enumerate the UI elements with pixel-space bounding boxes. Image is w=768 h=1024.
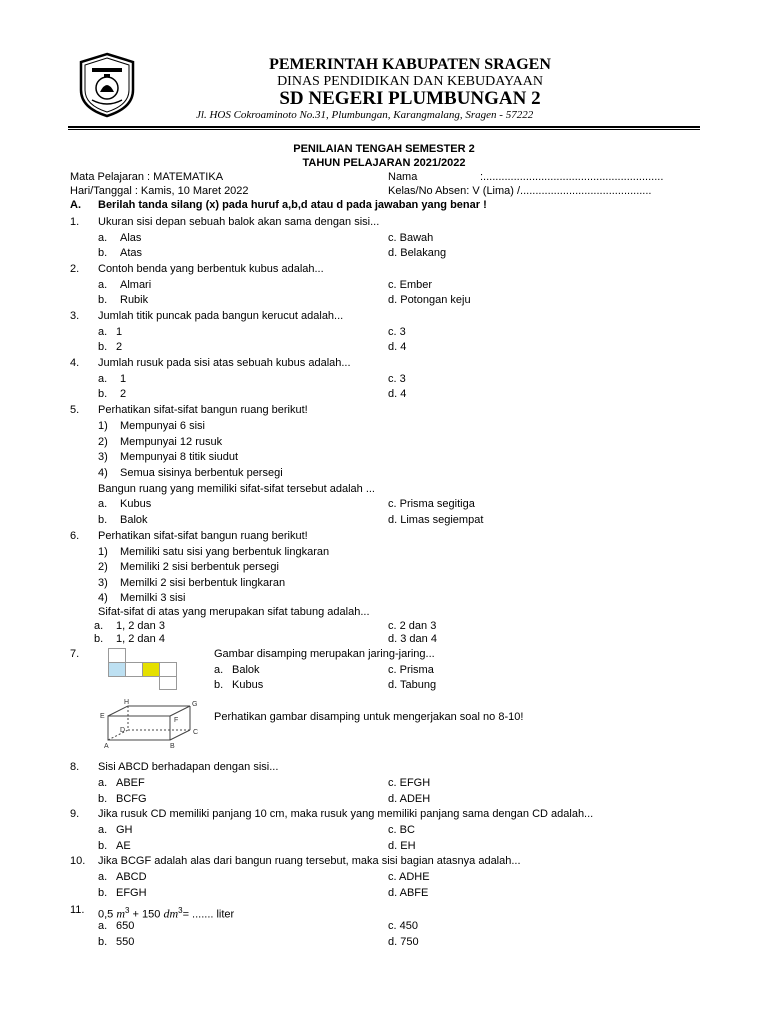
q3-text: Jumlah titik puncak pada bangun kerucut adalah... [98,310,344,322]
q6-a-letter: a. [94,620,104,632]
q6-n1: 1) [98,546,108,558]
vertex-c-label: C [193,729,199,736]
q5-n4: 4) [98,467,108,479]
q1-a-letter: a. [98,232,108,244]
q6-question: Sifat-sifat di atas yang merupakan sifat tabung adalah... [98,606,370,618]
q5-num: 5. [70,404,80,416]
q5-property-4: Semua sisinya berbentuk persegi [120,467,283,479]
q11-option-d[interactable]: d. 750 [388,936,419,948]
q1-text: Ukuran sisi depan sebuah balok akan sama dengan sisi... [98,216,380,228]
q5-n1: 1) [98,420,108,432]
q5-option-a[interactable]: Kubus [120,498,152,510]
q4-num: 4. [70,357,80,369]
q1-option-b[interactable]: Atas [120,247,143,259]
q1-b-letter: b. [98,247,108,259]
q2-option-c[interactable]: c. Ember [388,279,433,291]
q2-option-b[interactable]: Rubik [120,294,149,306]
q6-property-2: Memiliki 2 sisi berbentuk persegi [120,561,279,573]
q10-a-letter: a. [98,871,108,883]
q6-text: Perhatikan sifat-sifat bangun ruang berikut! [98,530,308,542]
vertex-d-label: D [120,727,126,734]
q9-text: Jika rusuk CD memiliki panjang 10 cm, maka rusuk yang memiliki panjang sama dengan CD adalah... [98,808,594,820]
q5-text: Perhatikan sifat-sifat bangun ruang berikut! [98,404,308,416]
q3-option-d[interactable]: d. 4 [388,341,407,353]
q11-option-a[interactable]: 650 [116,920,135,932]
name-field[interactable]: :........................................................... [480,171,664,183]
q3-b-letter: b. [98,341,108,353]
q6-num: 6. [70,530,80,542]
q5-option-c[interactable]: c. Prisma segitiga [388,498,475,510]
vertex-b-label: B [170,743,175,750]
q10-num: 10. [70,855,86,867]
q11-a-letter: a. [98,920,108,932]
q5-property-2: Mempunyai 12 rusuk [120,436,223,448]
q3-a-letter: a. [98,326,108,338]
q6-n2: 2) [98,561,108,573]
cuboid-figure [96,700,206,752]
header-school: SD NEGERI PLUMBUNGAN 2 [279,88,541,109]
q4-a-letter: a. [98,373,108,385]
q11-option-b[interactable]: 550 [116,936,135,948]
exam-title: PENILAIAN TENGAH SEMESTER 2 [293,143,475,155]
cube-net-figure [108,648,182,690]
q10-text: Jika BCGF adalah alas dari bangun ruang tersebut, maka sisi bagian atasnya adalah... [98,855,521,867]
q5-question: Bangun ruang yang memiliki sifat-sifat tersebut adalah ... [98,483,375,495]
q8-option-b[interactable]: BCFG [116,793,147,805]
q3-option-b[interactable]: 2 [116,341,123,353]
q2-text: Contoh benda yang berbentuk kubus adalah... [98,263,324,275]
vertex-e-label: E [100,713,105,720]
school-logo [78,52,136,118]
q8-text: Sisi ABCD berhadapan dengan sisi... [98,761,279,773]
q8-option-d[interactable]: d. ADEH [388,793,431,805]
q6-option-b[interactable]: 1, 2 dan 4 [116,633,165,645]
figure-instruction: Perhatikan gambar disamping untuk mengerjakan soal no 8-10! [214,711,524,723]
header-gov: PEMERINTAH KABUPATEN SRAGEN [269,56,551,73]
q6-property-1: Memiliki satu sisi yang berbentuk lingkaran [120,546,330,558]
q9-num: 9. [70,808,80,820]
q6-option-d[interactable]: d. 3 dan 4 [388,633,437,645]
q6-n3: 3) [98,577,108,589]
q6-property-3: Memilki 2 sisi berbentuk lingkaran [120,577,286,589]
vertex-a-label: A [104,743,109,750]
q6-n4: 4) [98,592,108,604]
q11-text: 0,5 $m^3 + 150$ $dm^3=$ ....... liter [98,906,235,921]
q2-a-letter: a. [98,279,108,291]
q7-b-letter: b. [214,679,224,691]
q2-num: 2. [70,263,80,275]
q2-option-d[interactable]: d. Potongan keju [388,294,471,306]
q7-option-c[interactable]: c. Prisma [388,664,434,676]
q7-option-d[interactable]: d. Tabung [388,679,437,691]
q9-option-d[interactable]: d. EH [388,840,416,852]
q4-b-letter: b. [98,388,108,400]
q10-option-c[interactable]: c. ADHE [388,871,430,883]
q10-b-letter: b. [98,887,108,899]
q5-option-b[interactable]: Balok [120,514,148,526]
q1-num: 1. [70,216,80,228]
q5-property-1: Mempunyai 6 sisi [120,420,205,432]
q9-b-letter: b. [98,840,108,852]
header-divider [68,126,700,128]
q1-option-c[interactable]: c. Bawah [388,232,434,244]
q4-option-d[interactable]: d. 4 [388,388,407,400]
header-address: Jl. HOS Cokroaminoto No.31, Plumbungan, Karangmalang, Sragen - 57222 [196,109,534,121]
q5-b-letter: b. [98,514,108,526]
q3-option-c[interactable]: c. 3 [388,326,406,338]
q1-option-d[interactable]: d. Belakang [388,247,447,259]
q9-a-letter: a. [98,824,108,836]
q5-n3: 3) [98,451,108,463]
q8-num: 8. [70,761,80,773]
q3-num: 3. [70,310,80,322]
header-dept: DINAS PENDIDIKAN DAN KEBUDAYAAN [277,74,543,89]
q6-property-4: Memilki 3 sisi [120,592,186,604]
class-field[interactable]: Kelas/No Absen: V (Lima) /........................................... [388,185,652,197]
q10-option-d[interactable]: d. ABFE [388,887,429,899]
q4-option-c[interactable]: c. 3 [388,373,406,385]
section-instruction: Berilah tanda silang (x) pada huruf a,b,d atau d pada jawaban yang benar ! [98,199,487,211]
subject-line: Mata Pelajaran : MATEMATIKA [70,171,224,183]
q4-option-a[interactable]: 1 [120,373,127,385]
q10-option-a[interactable]: ABCD [116,871,147,883]
q2-option-a[interactable]: Almari [120,279,152,291]
q7-text: Gambar disamping merupakan jaring-jaring... [214,648,435,660]
q4-text: Jumlah rusuk pada sisi atas sebuah kubus adalah... [98,357,351,369]
q9-option-b[interactable]: AE [116,840,131,852]
q5-option-d[interactable]: d. Limas segiempat [388,514,484,526]
q6-option-a[interactable]: 1, 2 dan 3 [116,620,165,632]
vertex-f-label: F [174,717,179,724]
q11-b-letter: b. [98,936,108,948]
q7-option-b[interactable]: Kubus [232,679,264,691]
q7-num: 7. [70,648,80,660]
q10-option-b[interactable]: EFGH [116,887,147,899]
vertex-g-label: G [192,701,198,708]
q1-option-a[interactable]: Alas [120,232,142,244]
exam-year: TAHUN PELAJARAN 2021/2022 [302,157,466,169]
q3-option-a[interactable]: 1 [116,326,123,338]
q6-option-c[interactable]: c. 2 dan 3 [388,620,437,632]
section-letter: A. [70,199,81,211]
q5-n2: 2) [98,436,108,448]
q8-option-a[interactable]: ABEF [116,777,145,789]
q5-a-letter: a. [98,498,108,510]
q8-b-letter: b. [98,793,108,805]
q9-option-c[interactable]: c. BC [388,824,415,836]
q5-property-3: Mempunyai 8 titik siudut [120,451,238,463]
q9-option-a[interactable]: GH [116,824,133,836]
name-label: Nama [388,171,418,183]
q8-option-c[interactable]: c. EFGH [388,777,431,789]
q11-num: 11. [70,904,85,916]
header-divider-thin [68,129,700,130]
q4-option-b[interactable]: 2 [120,388,127,400]
q2-b-letter: b. [98,294,108,306]
q7-option-a[interactable]: Balok [232,664,260,676]
q8-a-letter: a. [98,777,108,789]
q6-b-letter: b. [94,633,104,645]
vertex-h-label: H [124,699,130,706]
q11-option-c[interactable]: c. 450 [388,920,418,932]
q7-a-letter: a. [214,664,224,676]
date-line: Hari/Tanggal : Kamis, 10 Maret 2022 [70,185,249,197]
